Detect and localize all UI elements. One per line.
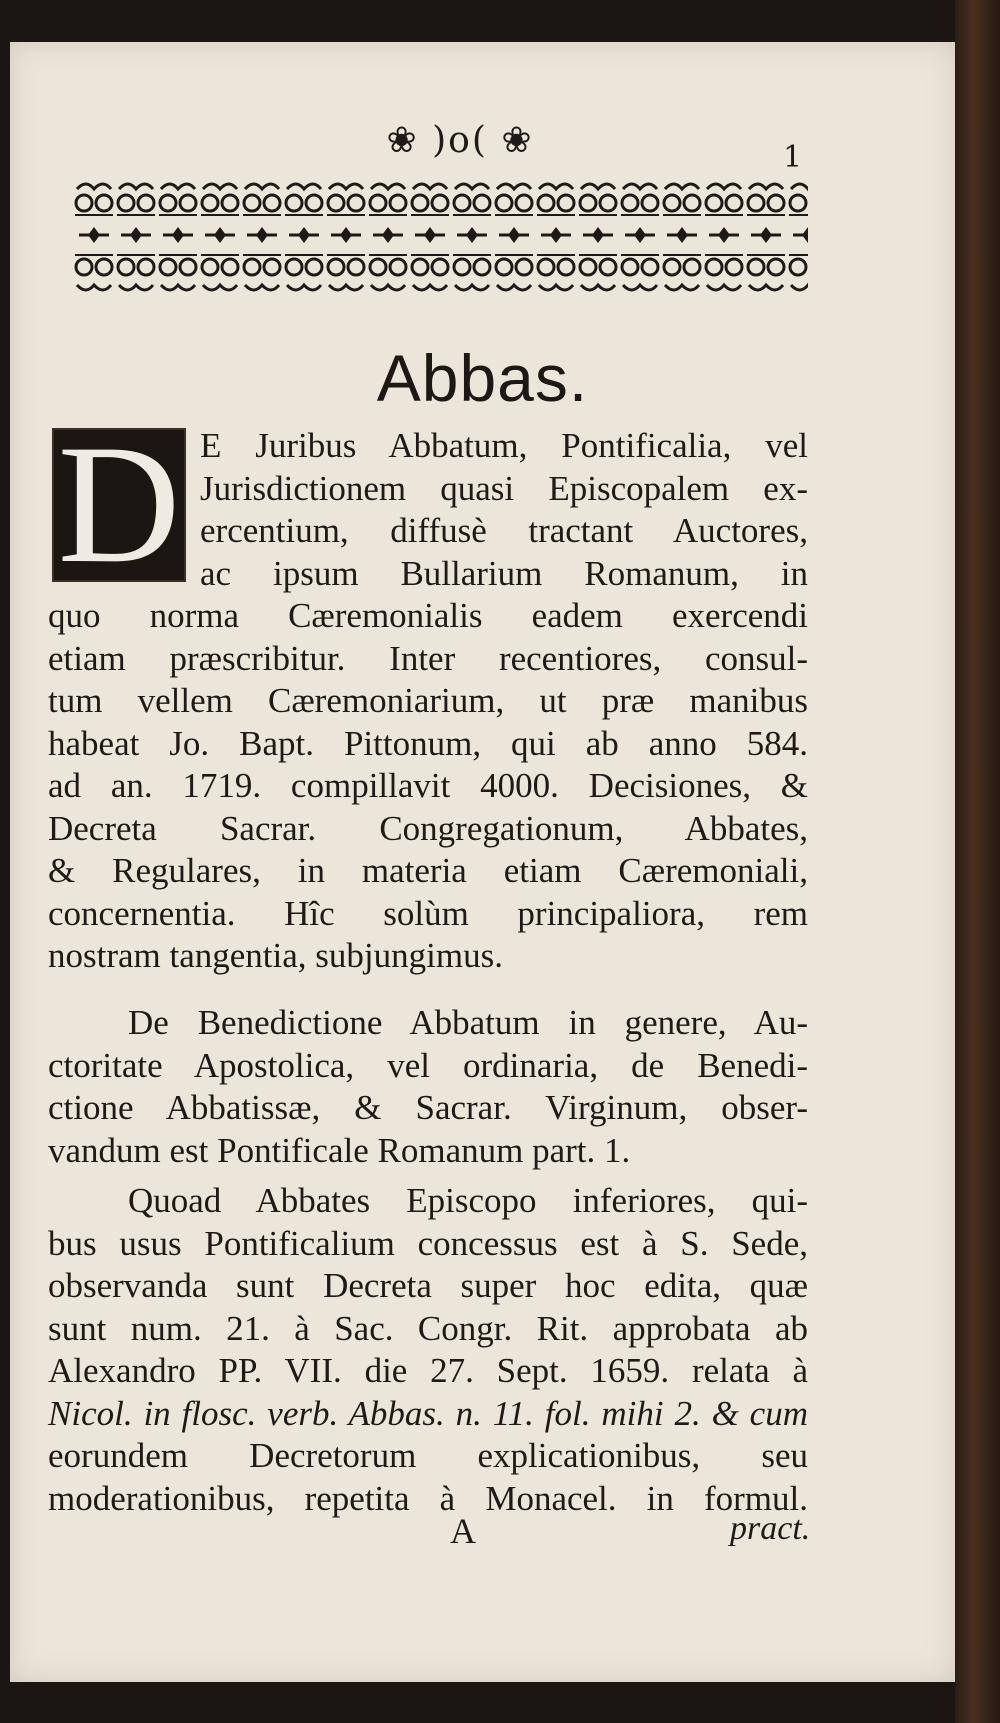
paragraph-2 <box>48 1002 808 1172</box>
section-title: Abbas. <box>376 341 589 415</box>
text-line: ctione Abbatissæ, & Sacrar. Virginum, obser- <box>48 1088 808 1127</box>
text-line: E Juribus Abbatum, Pontificalia, vel <box>200 426 808 465</box>
paragraph-3 <box>48 1180 808 1520</box>
signature-mark: A <box>450 1511 476 1551</box>
text-line: bus usus Pontificalium concessus est à S. Sede, <box>48 1223 808 1263</box>
running-head: ❀ )o( ❀ <box>386 120 534 161</box>
text-line: sunt num. 21. à Sac. Congr. Rit. approbata ab <box>48 1308 808 1348</box>
drop-cap-letter: D <box>57 410 181 598</box>
text-line: ad an. 1719. compillavit 4000. Decisiones, & <box>48 766 808 805</box>
text-line: Jurisdictionem quasi Episcopalem ex- <box>200 468 808 508</box>
book-gutter <box>955 0 1000 1723</box>
text-line: nostram tangentia, subjungimus. <box>48 936 503 975</box>
catchword: pract. <box>730 1510 811 1547</box>
text-line: quo norma Cæremonialis eadem exercendi <box>48 596 808 635</box>
text-line: moderationibus, repetita à Monacel. in formul. <box>48 1478 808 1518</box>
text-line: ac ipsum Bullarium Romanum, in <box>200 553 808 593</box>
text-line: Quoad Abbates Episcopo inferiores, qui- <box>128 1181 808 1220</box>
text-line: tum vellem Cæremoniarium, ut præ manibus <box>48 681 808 720</box>
text-line: Nicol. in flosc. verb. Abbas. n. 11. fol. mihi 2. & cum <box>48 1393 808 1433</box>
text-line: etiam præscribitur. Inter recentiores, consul- <box>48 638 808 678</box>
text-line: observanda sunt Decreta super hoc edita, quæ <box>48 1266 808 1305</box>
text-line: ercentium, diffusè tractant Auctores, <box>200 511 808 550</box>
text-line: concernentia. Hîc solùm principaliora, rem <box>48 893 808 933</box>
paragraph-1 <box>48 425 808 978</box>
text-line: habeat Jo. Bapt. Pittonum, qui ab anno 584. <box>48 723 808 763</box>
text-line: De Benedictione Abbatum in genere, Au- <box>128 1003 808 1042</box>
ornamental-header-band <box>73 175 808 300</box>
text-line: eorundem Decretorum explicationibus, seu <box>48 1436 808 1475</box>
text-line: Decreta Sacrar. Congregationum, Abbates, <box>48 808 808 848</box>
text-line: vandum est Pontificale Romanum part. 1. <box>48 1130 631 1170</box>
text-line: & Regulares, in materia etiam Cæremoniali, <box>48 851 808 890</box>
text-line: ctoritate Apostolica, vel ordinaria, de Benedi- <box>48 1045 808 1085</box>
text-line: Alexandro PP. VII. die 27. Sept. 1659. relata à <box>48 1351 808 1390</box>
page-number: 1 <box>783 140 803 175</box>
